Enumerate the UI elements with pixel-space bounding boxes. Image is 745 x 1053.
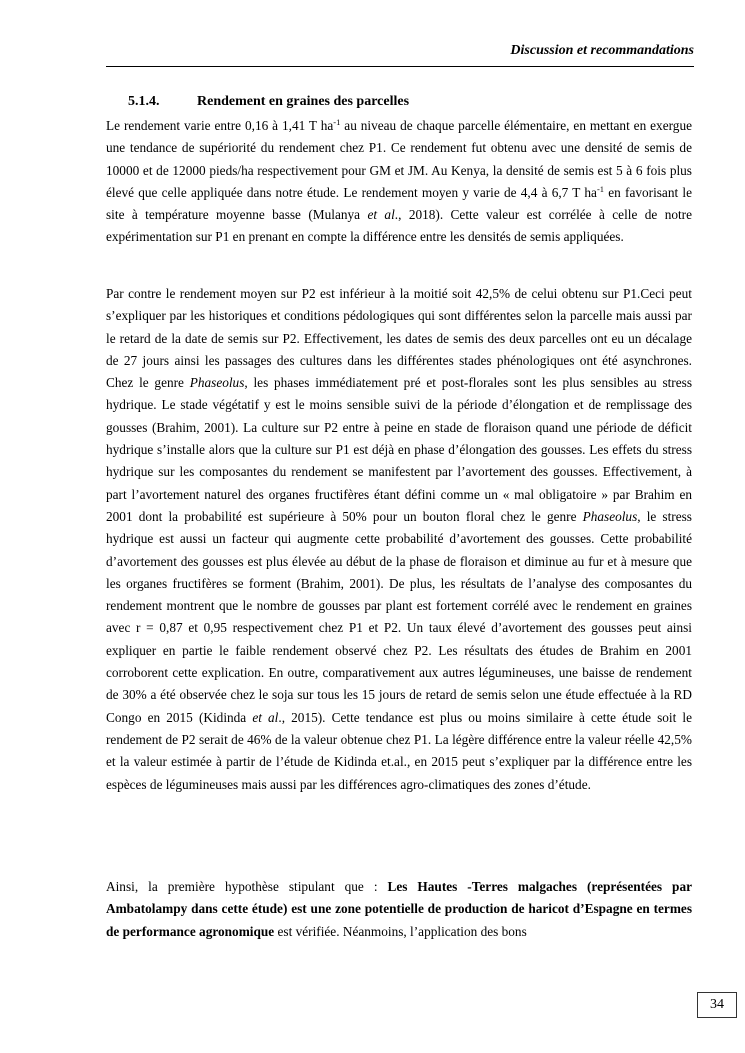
page-number: 34 (697, 992, 737, 1018)
header-rule (106, 66, 694, 67)
section-title: Rendement en graines des parcelles (197, 94, 410, 109)
superscript: -1 (596, 183, 605, 194)
text: , le stress hydrique est aussi un facteur qui augmente cette probabilité d’avortement des gousses. Cette probabilité d’avortement des gousses est plus élevée au début de la phase de floraison et diminue au fur et à mesure que les organes fructifères se forment (Brahim, 2001). De plus, les résultats de l’analyse des composantes du rendement montrent que le nombre de gousses par plant est fortement corrélé avec le rendement en graines avec r = 0,87 et 0,95 respectivement chez P1 et P2. Un taux élevé d’avortement des gousses peut ainsi expliquer en partie le faible rendement observé chez P2. Les résultats des études de Brahim en 2001 corroborent cette explication. En outre, comparativement aux autres légumineuses, une baisse de rendement de 30% a été observée chez le soja sur tous les 15 jours de retard de semis selon une étude effectuée à la RD Congo en 2015 (Kidinda (106, 508, 692, 725)
paragraph-hypothesis (106, 876, 692, 943)
hypothesis-statement: Les Hautes -Terres malgaches (représentées par Ambatolampy dans cette étude) est une zone potentielle de production de haricot d’Espagne en termes de performance agronomique (106, 879, 692, 939)
paragraph-yield-range (106, 115, 692, 249)
text: , les phases immédiatement pré et post-florales sont les plus sensibles au stress hydrique. Le stade végétatif y est le moins sensible suivi de la période d’élongation et de remplissage des gousses (Brahim, 2001). La culture sur P2 entre à peine en stade de floraison quand une période de déficit hydrique s’installe alors que la culture sur P1 est déjà en phase d’élongation des gousses. Les effets du stress hydrique sur les composantes du rendement se manifestent par l’avortement des gousses. Effectivement, à part l’avortement naturel des organes fructifères étant défini comme un « mal obligatoire » par Brahim en 2001 dont la probabilité est supérieure à 50% pour un bouton floral chez le genre (106, 375, 692, 524)
section-number: 5.1.4. (128, 94, 160, 109)
section-heading (128, 93, 688, 111)
text: Le rendement varie entre 0,16 à 1,41 T ha (106, 118, 334, 133)
superscript: -1 (333, 117, 341, 127)
text: au niveau de chaque parcelle élémentaire, en mettant en exergue une tendance de supériorité du rendement chez P1. Ce rendement fut obtenu avec une densité de semis de 10000 et de 12000 pieds/ha respectivement pour GM et JM. Au Kenya, la densité de semis est 5 à 6 fois plus élevé que celle appliquée dans notre étude. Le rendement moyen y varie de 4,4 à 6,7 T ha (106, 118, 692, 200)
genus-name: Phaseolus (189, 375, 245, 391)
running-header: Discussion et recommandations (510, 43, 694, 58)
text: ., 2015). Cette tendance est plus ou moins similaire à cette étude soit le rendement de P2 serait de 46% de la valeur obtenue chez P1. La légère différence entre la valeur réelle 42,5% et la valeur estimée à partir de l’étude de Kidinda et.al., en 2015 peut s’expliquer par la différence entre les espèces de légumineuses mais aussi par les différences agro-climatiques des zones d’étude. (106, 709, 693, 792)
text: est vérifiée. Néanmoins, l’application des bons (274, 923, 527, 939)
text: Ainsi, la première hypothèse stipulant que : (106, 879, 388, 894)
text: ., 2018). Cette valeur est corrélée à celle de notre expérimentation sur P1 en prenant en compte la différence entre les densités de semis appliquées. (106, 207, 693, 245)
citation-et-al: et al (367, 207, 395, 223)
paragraph-p2-yield-discussion (106, 283, 692, 796)
citation-et-al: et al (252, 709, 279, 725)
genus-name: Phaseolus (582, 508, 638, 524)
text: en favorisant le site à température moyenne basse (Mulanya (106, 184, 692, 223)
text: Par contre le rendement moyen sur P2 est inférieur à la moitié soit 42,5% de celui obtenu sur P1.Ceci peut s’expliquer par les historiques et conditions pédologiques qui sont différentes selon la parcelle mais aussi par le retard de la date de semis sur P2. Effectivement, les dates de semis des deux parcelles ont eu un décalage de 27 jours ainsi les passages des cultures dans les différentes stades phénologiques ont été asynchrones. Chez le genre (106, 286, 692, 391)
